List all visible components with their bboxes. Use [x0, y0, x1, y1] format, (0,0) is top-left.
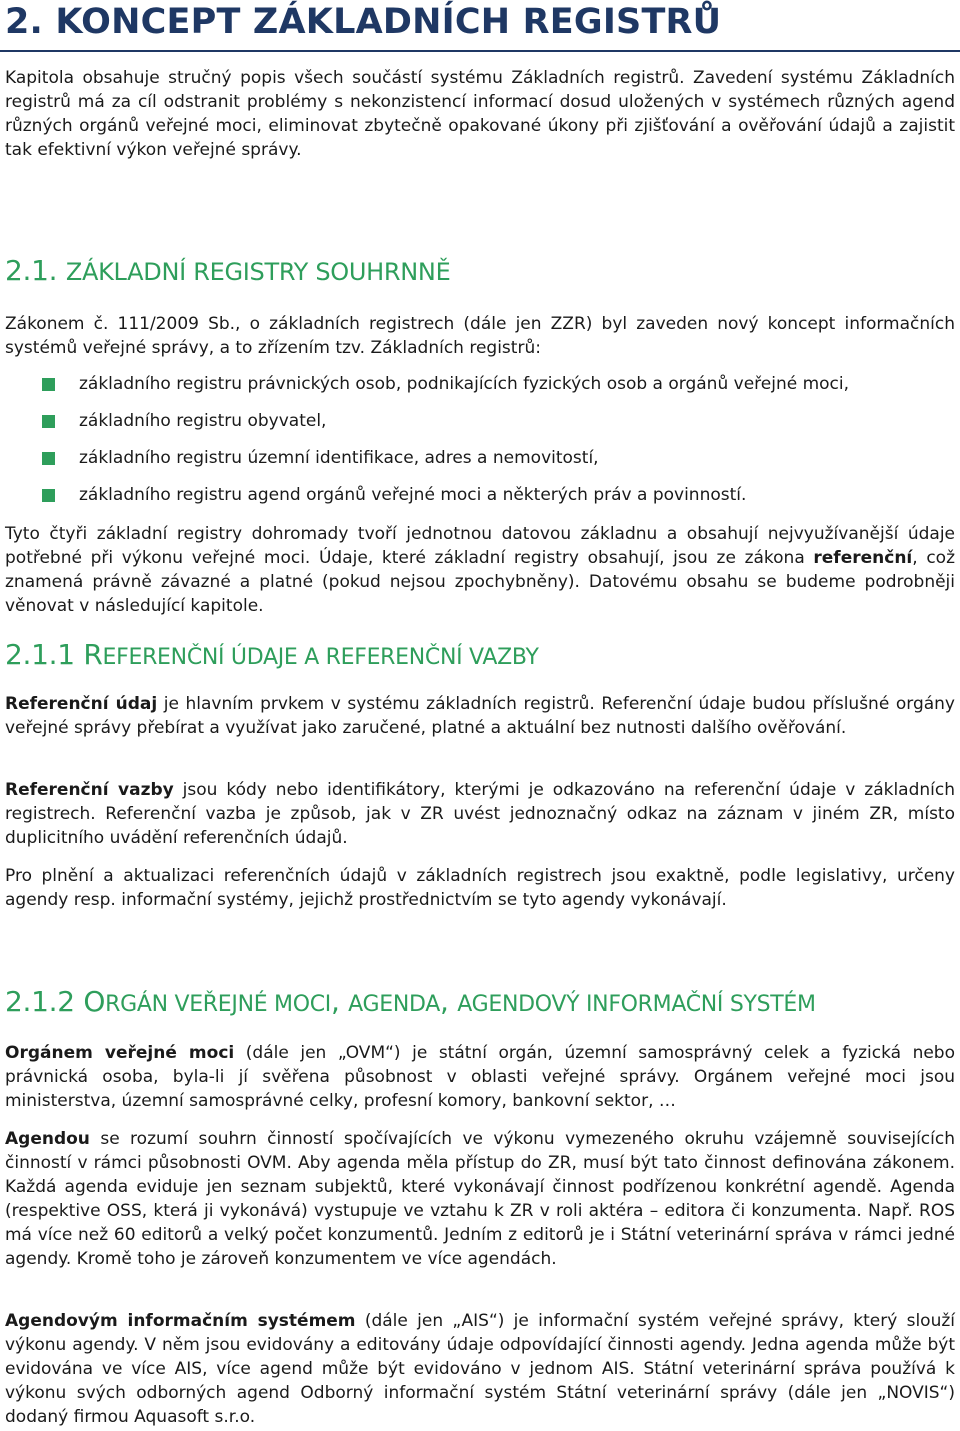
section-title: AGENDOVÝ INFORMAČNÍ SYSTÉM [457, 992, 816, 1017]
bullet-square-icon [42, 452, 55, 465]
registers-lead-paragraph: Zákonem č. 111/2009 Sb., o základních registrech (dále jen ZZR) byl zaveden nový koncept informačních systémů veřejné správy, a to zřízením tzv. Základních registrů: [5, 314, 955, 358]
section-number: 2.1.2 [5, 985, 75, 1018]
section-heading-2-1 [5, 254, 450, 287]
agendas-paragraph: Pro plnění a aktualizaci referenčních údajů v základních registrech jsou exaktně, podle legislativy, určeny agendy resp. informační systémy, jejichž prostřednictvím se tyto agendy vykonávají. [5, 866, 955, 910]
list-item [5, 409, 955, 446]
list-item-text: základního registru agend orgánů veřejné moci a některých práv a povinností. [79, 485, 747, 505]
section-title-initial: O [83, 985, 106, 1018]
reference-links-paragraph [5, 778, 955, 850]
ovm-paragraph [5, 1041, 955, 1113]
bold-term: Agendou [5, 1129, 90, 1149]
section-number: 2.1. [5, 254, 58, 287]
bullet-square-icon [42, 378, 55, 391]
list-item [5, 483, 955, 520]
section-title: EFERENČNÍ ÚDAJE A REFERENČNÍ VAZBY [102, 645, 539, 670]
text-run: (dále jen „AIS“) je informační systém veřejné správy, který slouží výkonu agendy. V něm jsou evidovány a editovány údaje odpovídající činnosti agendy. Jedna agenda může být evidována ve více AIS, více agend může být evidováno v jednom AIS. Státní veterinární správa používá k výkonu svých odborných agend Odborný informační systém Státní veterinární správy (dále jen „NOVIS“) dodaný firmou Aquasoft s.r.o. [5, 1311, 955, 1427]
list-item-text: základního registru právnických osob, podnikajících fyzických osob a orgánů veřejné moci, [79, 374, 850, 394]
bold-term: Referenční údaj [5, 694, 158, 714]
text-run: je hlavním prvkem v systému základních registrů. Referenční údaje budou příslušné orgány veřejné správy přebírat a využívat jako zaručené, platné a aktuální bez nutnosti dalšího ověřování. [5, 694, 955, 738]
agenda-definition-paragraph [5, 1127, 955, 1271]
text-run: (dále jen „OVM“) je státní orgán, územní samosprávný celek a fyzická nebo právnická osoba, byla-li jí svěřena působnost v oblasti veřejné správy. Orgánem veřejné moci jsou ministerstva, územní samosprávné celky, profesní komory, bankovní sektor, … [5, 1043, 955, 1111]
section-title: RGÁN VEŘEJNÉ MOCI [105, 992, 331, 1017]
registers-summary-paragraph [5, 522, 955, 618]
intro-paragraph: Kapitola obsahuje stručný popis všech součástí systému Základních registrů. Zavedení systému Základních registrů má za cíl odstranit problémy s nekonzistencí informací dosud uložených v systémech různých agend různých orgánů veřejné moci, eliminovat zbytečně opakované úkony při zjišťování a ověřování údajů a zajistit tak efektivní výkon veřejné správy. [5, 68, 955, 160]
list-item-text: základního registru územní identifikace, adres a nemovitostí, [79, 448, 599, 468]
text-run: Tyto čtyři základní registry dohromady tvoří jednotnou datovou základnu a obsahují nejvyužívanější údaje potřebné při výkonu veřejné moci. Údaje, které základní registry obsahují, jsou ze zákona [5, 524, 955, 568]
list-item [5, 446, 955, 483]
chapter-heading: 2. KONCEPT ZÁKLADNÍCH REGISTRŮ [5, 2, 722, 42]
section-title: AGENDA [348, 992, 441, 1017]
list-item-text: základního registru obyvatel, [79, 411, 327, 431]
section-title-initial: R [83, 638, 103, 671]
section-heading-2-1-1 [5, 638, 539, 671]
text-run: , což znamená právně závazné a platné (pokud nejsou zpochybněny). Datovému obsahu se budeme podrobněji věnovat v následující kapitole. [5, 548, 955, 616]
section-number: 2.1.1 [5, 638, 75, 671]
section-title-separator: , [440, 985, 458, 1018]
bold-term: Referenční vazby [5, 780, 174, 800]
registers-list [5, 372, 955, 520]
text-run: jsou kódy nebo identifikátory, kterými je odkazováno na referenční údaje v základních registrech. Referenční vazba je způsob, jak v ZR uvést jednoznačný odkaz na záznam v jiném ZR, místo duplicitního uvádění referenčních údajů. [5, 780, 956, 848]
section-title: ZÁKLADNÍ REGISTRY SOUHRNNĚ [65, 258, 451, 286]
section-heading-2-1-2 [5, 985, 816, 1018]
section-title-separator: , [330, 985, 349, 1018]
text-run: se rozumí souhrn činností spočívajících ve výkonu vymezeného okruhu vzájemně souvisejících činností v rámci působnosti OVM. Aby agenda měla přístup do ZR, musí být tato činnost definována zákonem. Každá agenda eviduje jen seznam subjektů, které vykonávají činnost podřízenou konkrétní agendě. Agenda (respektive OSS, která ji vykonává) vystupuje ve vztahu k ZR v roli aktéra – editora či konzumenta. Např. ROS má více než 60 editorů a velký počet konzumentů. Jedním z editorů je i Státní veterinární správa v rámci jedné agendy. Kromě toho je zároveň konzumentem ve více agendách. [5, 1129, 955, 1269]
reference-data-paragraph [5, 692, 955, 740]
bullet-square-icon [42, 415, 55, 428]
bold-term: Orgánem veřejné moci [5, 1043, 235, 1063]
bold-term: referenční [813, 548, 913, 568]
bold-term: Agendovým informačním systémem [5, 1311, 356, 1331]
heading-rule [0, 50, 960, 52]
ais-paragraph [5, 1309, 955, 1429]
list-item [5, 372, 955, 409]
bullet-square-icon [42, 489, 55, 502]
